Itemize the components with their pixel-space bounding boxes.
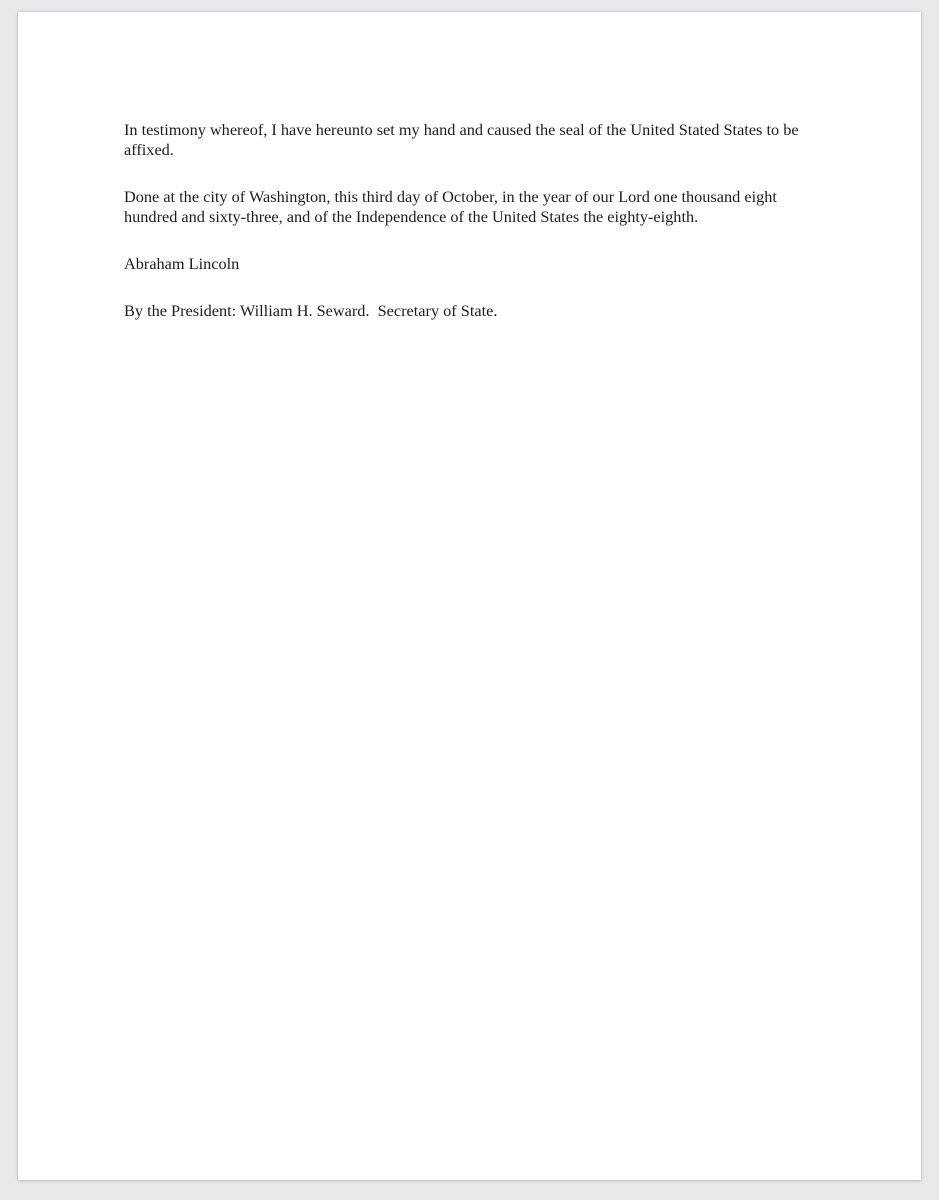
- testimony-paragraph: In testimony whereof, I have hereunto set my hand and caused the seal of the United Stated States to be affixed.: [124, 120, 799, 159]
- document-body: [124, 120, 824, 321]
- signature-line: Abraham Lincoln: [124, 254, 240, 273]
- document-page: [18, 12, 921, 1180]
- countersignature-line: By the President: William H. Seward. Secretary of State.: [124, 301, 498, 320]
- dateline-paragraph: Done at the city of Washington, this third day of October, in the year of our Lord one thousand eight hundred and sixty-three, and of the Independence of the United States the eighty-eighth.: [124, 187, 777, 226]
